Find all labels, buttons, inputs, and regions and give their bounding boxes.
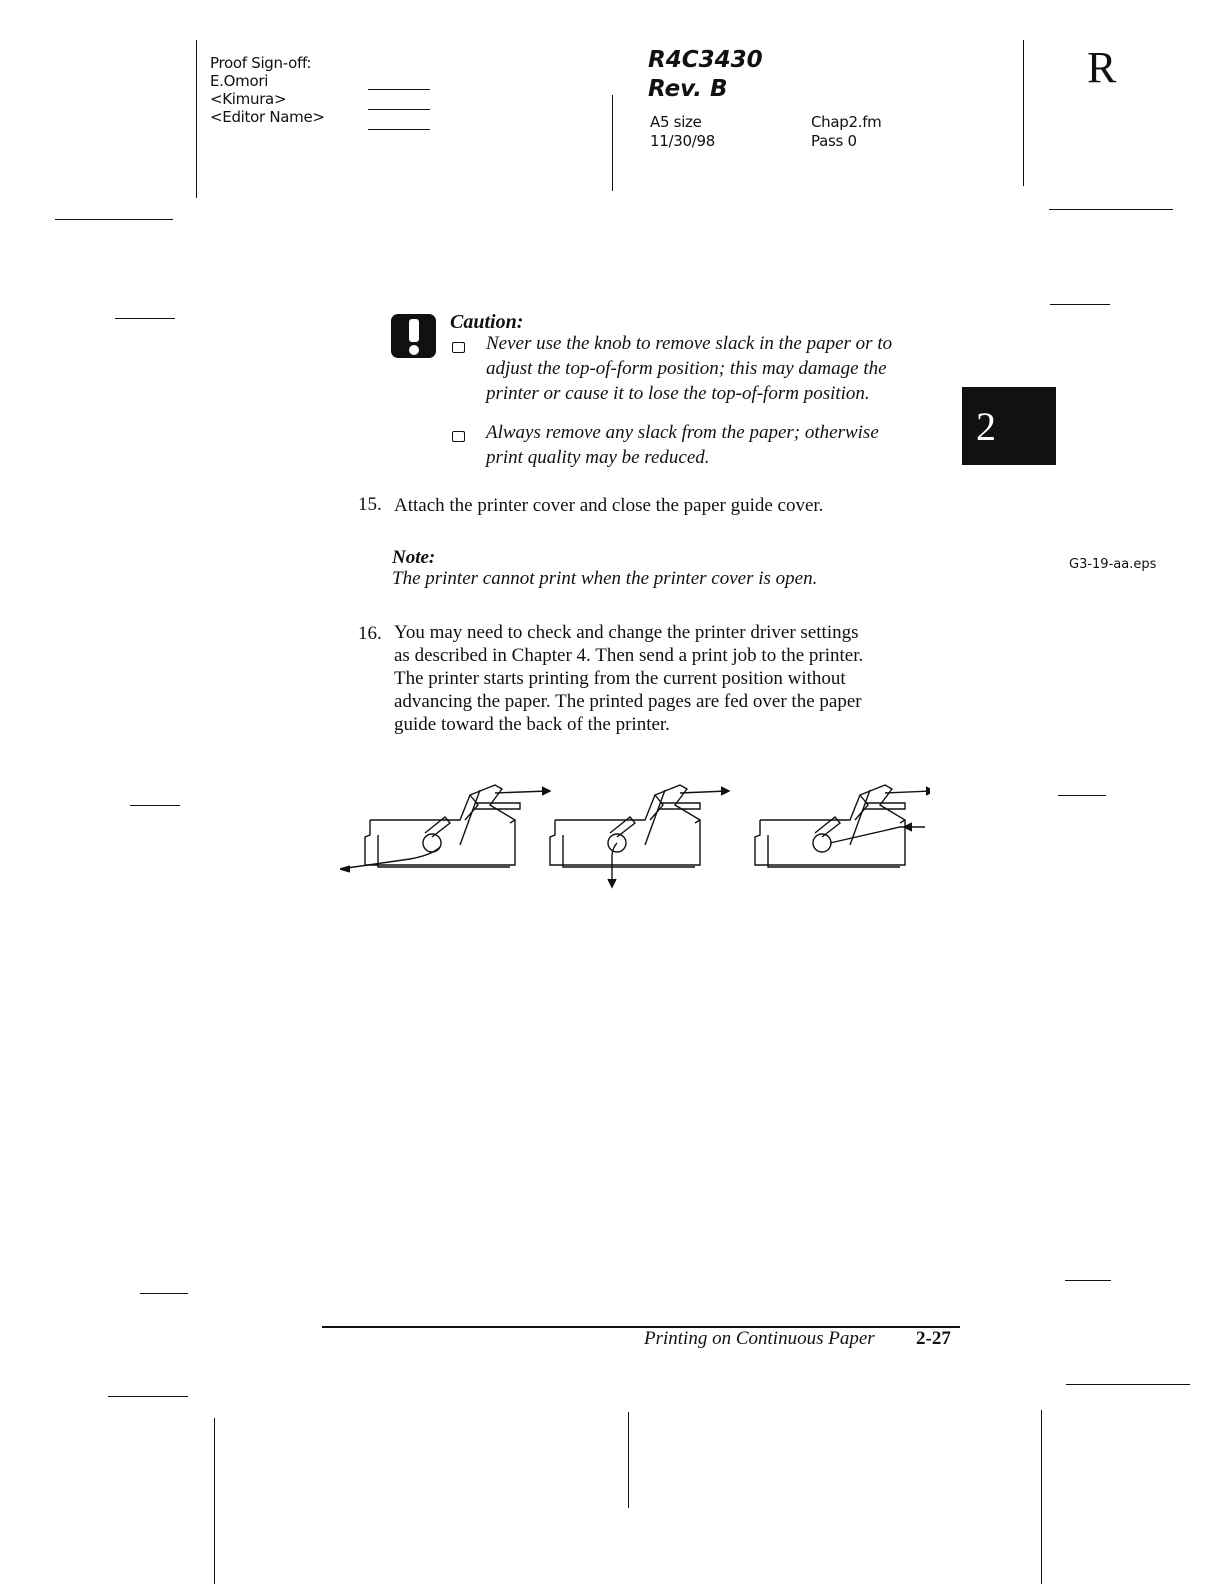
printer-drawing [550,785,729,887]
caution-item: Always remove any slack from the paper; otherwise print quality may be reduced. [486,422,879,468]
note-title: Note: [392,547,436,568]
signature-line [368,89,430,90]
crop-mark [108,1396,188,1397]
caution-icon [390,313,437,359]
crop-mark [1050,304,1110,305]
proof-title: Proof Sign-off: [210,54,312,72]
proof-name: <Kimura> [210,90,287,108]
signature-line [368,109,430,110]
crop-mark [130,805,180,806]
illustration-filename: G3-19-aa.eps [1069,557,1157,572]
side-marker: R [1087,43,1117,92]
crop-mark [1049,209,1173,210]
frame-line [628,1412,629,1508]
step-number: 15. [358,494,382,515]
step-number: 16. [358,623,382,644]
document-revision: Rev. B [648,76,728,102]
signature-line [368,129,430,130]
document-id: R4C3430 [648,47,763,73]
caution-item: Never use the knob to remove slack in the paper or to adjust the top-of-form position; this may damage the printer or cause it to lose the top-of-form position. [486,333,893,404]
step-text: You may need to check and change the printer driver settings as described in Chapter 4. Then send a print job to the printer. The printer starts printing from the current position without advancing the paper. The printed pages are fed over the paper guide toward the back of the printer. [394,622,864,735]
page-number: 2-27 [916,1328,951,1349]
note-text: The printer cannot print when the printer cover is open. [392,568,818,589]
document-id-block [648,46,763,104]
checkbox-bullet-icon [452,342,465,353]
document-pass: Pass 0 [811,132,857,150]
frame-line [1023,40,1024,186]
checkbox-bullet-icon [452,431,465,442]
crop-mark [55,219,173,220]
frame-line [196,40,197,198]
printer-drawing [755,785,930,867]
crop-mark [1065,1280,1111,1281]
document-file: Chap2.fm [811,113,882,131]
frame-line [612,95,613,191]
document-date: 11/30/98 [650,132,715,150]
proof-signoff [210,54,325,126]
frame-line [1041,1410,1042,1584]
proof-name: E.Omori [210,72,269,90]
printer-illustrations [340,775,930,895]
crop-mark [1058,795,1106,796]
footer-chapter-title: Printing on Continuous Paper [644,1328,875,1349]
chapter-tab: 2 [962,387,1056,465]
proof-name: <Editor Name> [210,108,325,126]
frame-line [214,1418,215,1584]
crop-mark [115,318,175,319]
step-text: Attach the printer cover and close the paper guide cover. [394,495,824,516]
crop-mark [140,1293,188,1294]
caution-title: Caution: [450,311,524,333]
document-size: A5 size [650,113,702,131]
crop-mark [1066,1384,1190,1385]
printer-drawing [340,785,550,872]
